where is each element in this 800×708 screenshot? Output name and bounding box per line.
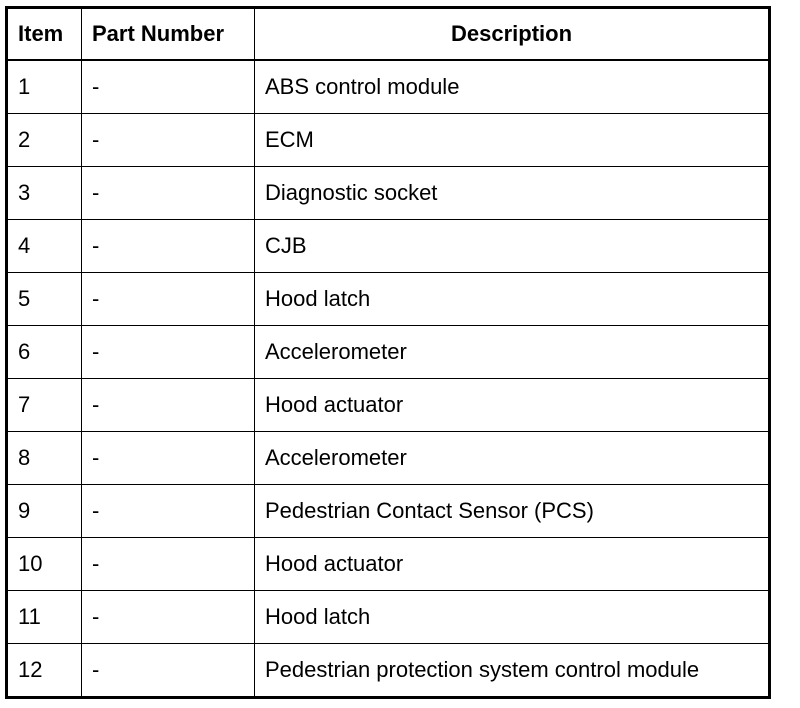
cell-description: Hood actuator: [255, 379, 770, 432]
cell-part-number: -: [82, 591, 255, 644]
table-row: [7, 167, 770, 220]
cell-part-number: -: [82, 485, 255, 538]
header-row: [7, 8, 770, 61]
cell-part-number: -: [82, 432, 255, 485]
cell-item: 1: [7, 60, 82, 114]
cell-description: Accelerometer: [255, 326, 770, 379]
cell-item: 7: [7, 379, 82, 432]
cell-description: ABS control module: [255, 60, 770, 114]
cell-part-number: -: [82, 273, 255, 326]
parts-table: [5, 6, 771, 699]
cell-part-number: -: [82, 60, 255, 114]
cell-description: ECM: [255, 114, 770, 167]
cell-part-number: -: [82, 167, 255, 220]
cell-item: 6: [7, 326, 82, 379]
cell-item: 10: [7, 538, 82, 591]
cell-item: 9: [7, 485, 82, 538]
cell-description: Accelerometer: [255, 432, 770, 485]
cell-part-number: -: [82, 379, 255, 432]
table-row: [7, 114, 770, 167]
cell-part-number: -: [82, 644, 255, 698]
table-row: [7, 220, 770, 273]
cell-description: CJB: [255, 220, 770, 273]
table-row: [7, 644, 770, 698]
cell-description: Hood latch: [255, 591, 770, 644]
table-row: [7, 432, 770, 485]
table-row: [7, 60, 770, 114]
cell-part-number: -: [82, 538, 255, 591]
cell-part-number: -: [82, 326, 255, 379]
header-description: Description: [255, 8, 770, 61]
cell-description: Pedestrian protection system control module: [255, 644, 770, 698]
table-header: [7, 8, 770, 61]
cell-description: Pedestrian Contact Sensor (PCS): [255, 485, 770, 538]
cell-description: Hood actuator: [255, 538, 770, 591]
table-row: [7, 273, 770, 326]
table-row: [7, 591, 770, 644]
table-row: [7, 379, 770, 432]
table-row: [7, 538, 770, 591]
cell-item: 8: [7, 432, 82, 485]
table-body: [7, 60, 770, 698]
table-row: [7, 326, 770, 379]
table-row: [7, 485, 770, 538]
cell-item: 4: [7, 220, 82, 273]
cell-item: 12: [7, 644, 82, 698]
cell-item: 5: [7, 273, 82, 326]
header-part-number: Part Number: [82, 8, 255, 61]
cell-part-number: -: [82, 220, 255, 273]
cell-item: 11: [7, 591, 82, 644]
header-item: Item: [7, 8, 82, 61]
cell-description: Diagnostic socket: [255, 167, 770, 220]
cell-item: 3: [7, 167, 82, 220]
cell-item: 2: [7, 114, 82, 167]
cell-part-number: -: [82, 114, 255, 167]
cell-description: Hood latch: [255, 273, 770, 326]
